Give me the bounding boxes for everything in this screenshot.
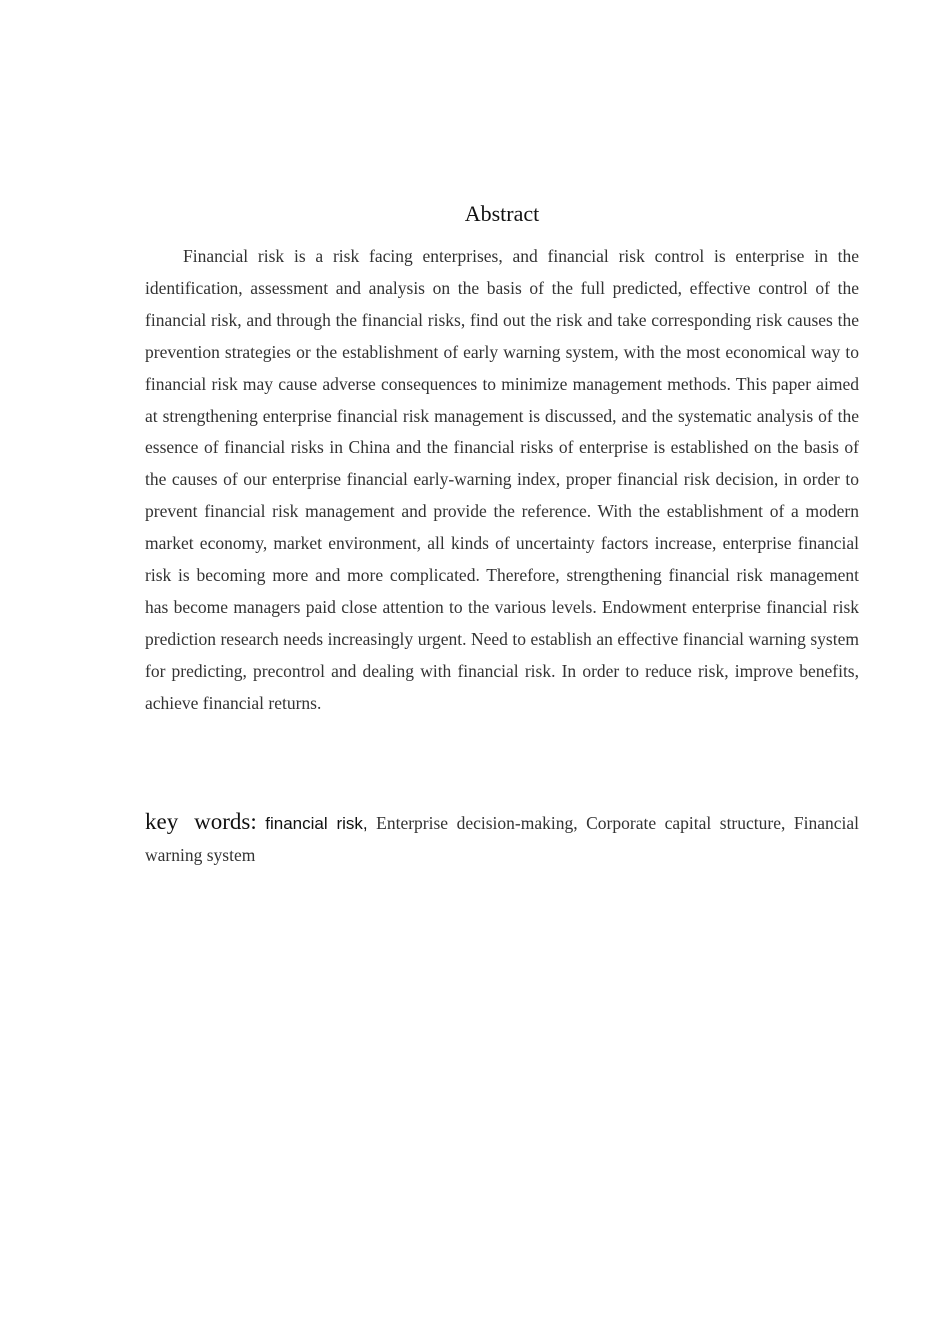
keyword-financial-risk: financial risk, bbox=[265, 814, 368, 833]
abstract-body: Financial risk is a risk facing enterprises, and financial risk control is enterprise in the identification, assessment and analysis on the basis of the full predicted, effective control of the financial risk, and through the financial risks, find out the risk and take corresponding risk causes the prevention strategies or the establishment of early warning system, with the most economical way to financial risk may cause adverse consequences to minimize management methods. This paper aimed at strengthening enterprise financial risk management is discussed, and the systematic analysis of the essence of financial risks in China and the financial risks of enterprise is established on the basis of the causes of our enterprise financial early-warning index, proper financial risk decision, in order to prevent financial risk management and provide the reference. With the establishment of a modern market economy, market environment, all kinds of uncertainty factors increase, enterprise financial risk is becoming more and more complicated. Therefore, strengthening financial risk management has become managers paid close attention to the various levels. Endowment enterprise financial risk prediction research needs increasingly urgent. Need to establish an effective financial warning system for predicting, precontrol and dealing with financial risk. In order to reduce risk, improve benefits, achieve financial returns. bbox=[145, 246, 859, 713]
keywords-list: Enterprise decision-making, Corporate capital structure, Financial warning system bbox=[145, 813, 859, 865]
abstract-title: Abstract bbox=[464, 201, 540, 226]
keywords-paragraph bbox=[145, 806, 859, 872]
keywords-label: key words: bbox=[145, 809, 257, 834]
